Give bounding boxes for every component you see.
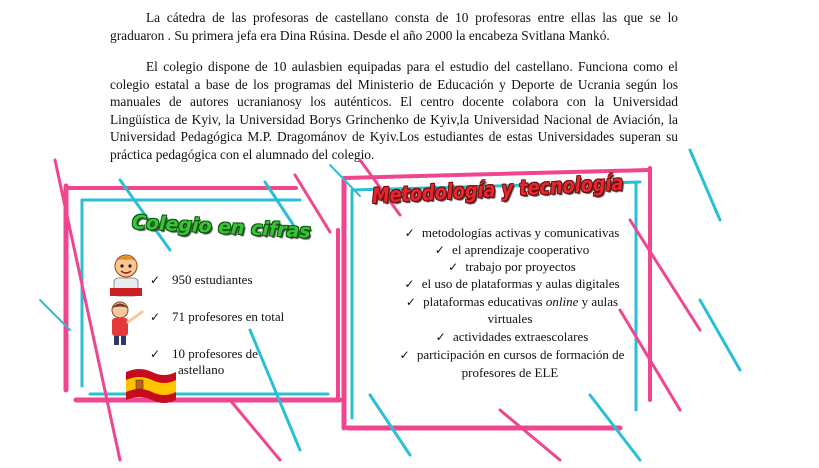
method-item [365,242,655,258]
method-text: y aulas [581,294,619,309]
stat-profesores-castellano-text: 10 profesores de [172,346,258,361]
check-icon: ✓ [150,310,161,324]
stat-profesores-total [150,309,284,325]
paragraph-colegio-text: El colegio dispone de 10 aulasbien equipadas para el estudio del castellano. Funciona como el colegio estatal a base de los programas del Ministerio de Educación y Deporte de Ucrania según los manuales de autores ucranianosy los auténticos. El centro docente colabora con la Universidad Lingüística de Kyiv, la Universidad Borys Grinchenko de Kyiv,la Universidad Nacional de Aviación, la Universidad Pedagógica M.P. Dragománov de Kyiv.Los estudiantes de estas Universidades superan su práctica pedagógica con el alumnado del colegio. [110,59,678,162]
check-icon: ✓ [448,260,459,274]
schoolboy-icon [106,252,146,302]
method-item [365,347,655,363]
method-item [365,276,655,292]
colegio-en-cifras-title: Colegio en cifras [131,211,312,243]
method-text: el aprendizaje cooperativo [452,242,590,257]
stat-profesores-castellano-cont [178,362,224,378]
check-icon: ✓ [404,277,415,291]
metodologia-title: Metodología y tecnología [371,170,624,208]
check-icon: ✓ [434,243,445,257]
check-icon: ✓ [150,347,161,361]
method-text: el uso de plataformas y aulas digitales [421,276,620,291]
stat-castellano-text: astellano [178,362,225,377]
check-icon: ✓ [150,273,161,287]
teacher-icon [104,300,148,346]
stat-estudiantes [150,272,253,288]
check-icon: ✓ [435,330,446,344]
method-item-cont [365,365,655,381]
stat-profesores-total-text: 71 profesores en total [172,309,285,324]
method-text-online: online [545,294,579,309]
method-item [365,259,655,275]
method-item-cont [365,311,655,327]
method-text: virtuales [487,311,533,326]
method-text: plataformas educativas [423,294,543,309]
method-text: actividades extraescolares [452,329,589,344]
paragraph-catedra-text: La cátedra de las profesoras de castellano consta de 10 profesoras entre ellas las que se lo graduaron . Su primera jefa era Dina Rúsina. Desde el año 2000 la encabeza Svitlana Mankó. [110,10,678,43]
method-item [365,225,655,241]
paragraph-colegio [110,58,678,164]
method-text: metodologías activas y comunicativas [421,225,620,240]
method-item [365,294,655,310]
method-text: profesores de ELE [461,365,559,380]
method-item [365,329,655,345]
paragraph-catedra [110,9,678,44]
spain-flag-icon [122,366,180,406]
check-icon: ✓ [405,295,416,309]
stat-profesores-castellano [150,346,258,362]
method-text: trabajo por proyectos [465,259,576,274]
check-icon: ✓ [399,348,410,362]
method-text: participación en cursos de formación de [416,347,625,362]
check-icon: ✓ [404,226,415,240]
stat-estudiantes-text: 950 estudiantes [172,272,253,287]
